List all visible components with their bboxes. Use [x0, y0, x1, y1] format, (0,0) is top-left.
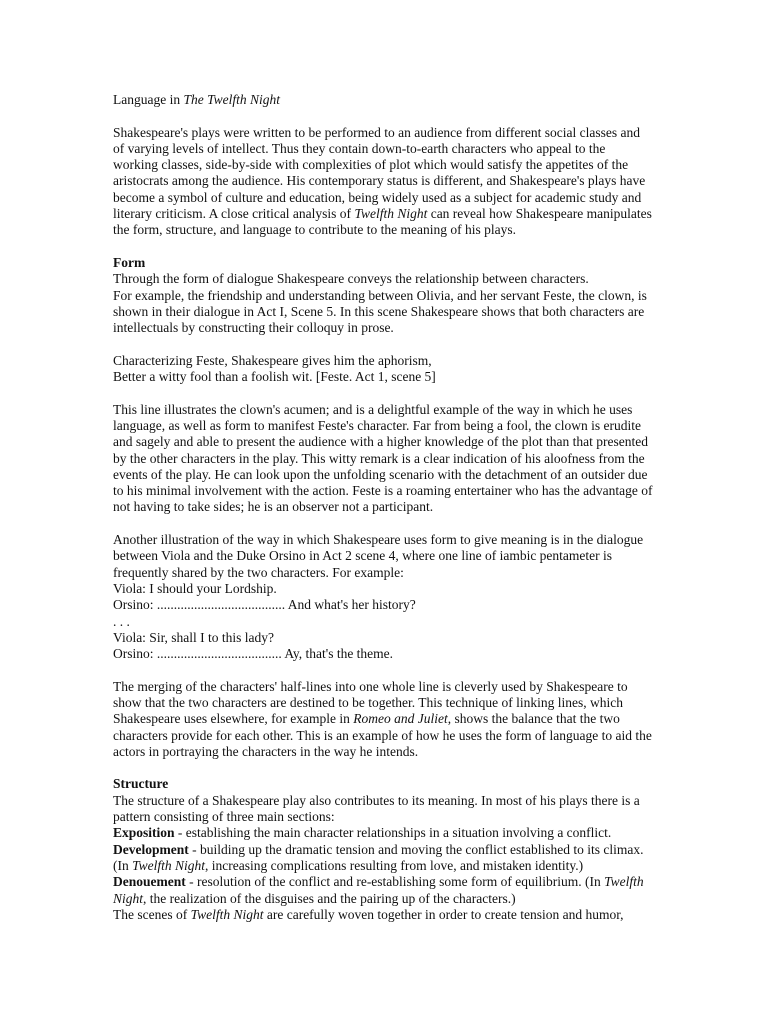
- aphorism-intro: Characterizing Feste, Shakespeare gives him the aphorism,: [113, 352, 432, 368]
- intro-paragraph: Shakespeare's plays were written to be performed to an audience from different social classes and of varying levels of intellect. Thus they contain down-to-earth characters who appeal to the working classes, side-by-side with complexities of plot which would satisfy the appetites of the aristocrats among the audience. His contemporary status is different, and Shakespeare's plays have become a symbol of culture and education, being widely used as a subject for academic study and literary criticism. A close critical analysis of Twelfth Night can reveal how Shakespeare manipulates the form, structure, and language to contribute to the meaning of his plays.: [113, 124, 652, 238]
- dialogue-line: Orsino: ...................................... And what's her history?: [113, 597, 416, 613]
- form-heading: Form: [113, 254, 146, 270]
- dialogue-line: Viola: Sir, shall I to this lady?: [113, 629, 275, 645]
- document-title: Language in The Twelfth Night: [113, 92, 280, 107]
- illustration-paragraph: Another illustration of the way in which Shakespeare uses form to give meaning is in the dialogue between Viola and the Duke Orsino in Act 2 scene 4, where one line of iambic pentameter is frequently shared by the two characters. For example:: [113, 532, 644, 580]
- dialogue-line: Orsino: ..................................... Ay, that's the theme.: [113, 646, 394, 662]
- denouement-item: Denouement - resolution of the conflict and re-establishing some form of equilibrium. (In Twelfth Night, the realization of the disguises and the pairing up of the characters.): [113, 874, 644, 906]
- structure-intro: The structure of a Shakespeare play also contributes to its meaning. In most of his plays there is a pattern consisting of three main sections:: [113, 792, 640, 825]
- document-body: [113, 92, 653, 923]
- dialogue-line: Viola: I should your Lordship.: [113, 580, 277, 596]
- form-paragraph: For example, the friendship and understanding between Olivia, and her servant Feste, the clown, is shown in their dialogue in Act I, Scene 5. In this scene Shakespeare shows that both characters are intellectuals by constructing their colloquy in prose.: [113, 287, 647, 336]
- title-italic: The Twelfth Night: [183, 92, 280, 107]
- development-item: Development - building up the dramatic tension and moving the conflict established to its climax. (In Twelfth Night, increasing complications resulting from love, and mistaken identity.): [113, 841, 644, 873]
- exposition-item: Exposition - establishing the main character relationships in a situation involving a conflict.: [113, 825, 612, 841]
- form-first-line: Through the form of dialogue Shakespeare conveys the relationship between characters.: [113, 271, 589, 287]
- aphorism-quote: Better a witty fool than a foolish wit. [Feste. Act 1, scene 5]: [113, 369, 436, 385]
- merging-paragraph: The merging of the characters' half-lines into one whole line is cleverly used by Shakespeare to show that the two characters are destined to be together. This technique of linking lines, which Shakespeare uses elsewhere, for example in Romeo and Juliet, shows the balance that the two characters provide for each other. This is an example of how he uses the form of language to aid the actors in portraying the characters in the way he intends.: [113, 678, 652, 759]
- clown-paragraph: This line illustrates the clown's acumen; and is a delightful example of the way in which he uses language, as well as form to manifest Feste's character. Far from being a fool, the clown is erudite and sagely and able to present the audience with a higher knowledge of the plot than that presented by the other characters in the play. This witty remark is a clear indication of his aloofness from the events of the play. He can look upon the unfolding scenario with the detachment of an outsider due to his minimal involvement with the action. Feste is a roaming entertainer who has the advantage of not having to take sides; he is an observer not a participant.: [113, 401, 653, 515]
- structure-heading: Structure: [113, 776, 169, 792]
- dialogue-line: . . .: [113, 613, 130, 629]
- scenes-line: The scenes of Twelfth Night are carefully woven together in order to create tension and humor,: [113, 906, 624, 922]
